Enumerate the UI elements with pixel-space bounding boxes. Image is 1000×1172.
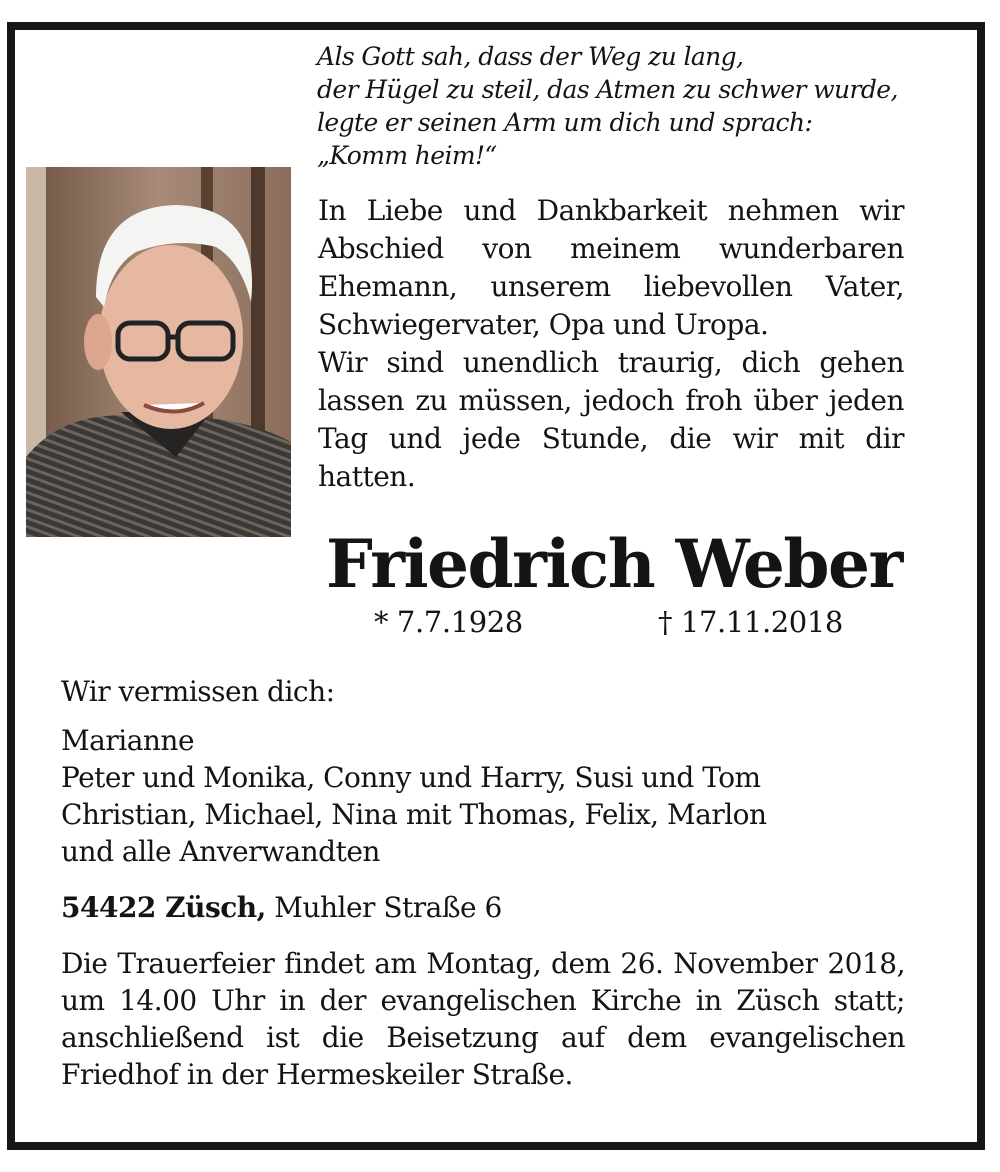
funeral-info: Die Trauerfeier findet am Montag, dem 26. November 2018, um 14.00 Uhr in der evangelischen Kirche in Züsch statt; anschließend ist die Beisetzung auf dem evangelischen Friedhof in der Hermeskeiler Straße. <box>61 947 905 1091</box>
mourner-line: Marianne <box>61 724 195 757</box>
address-street: Muhler Straße 6 <box>274 891 502 924</box>
mourner-line: und alle Anverwandten <box>61 835 380 868</box>
address <box>61 889 921 926</box>
birth-date: * 7.7.1928 <box>374 605 523 639</box>
poem-line: Als Gott sah, dass der Weg zu lang, <box>317 42 744 71</box>
mourner-line: Peter und Monika, Conny und Harry, Susi und Tom <box>61 761 761 794</box>
message-paragraph: In Liebe und Dankbarkeit nehmen wir Abschied von meinem wunderbaren Ehemann, unserem liebevollen Vater, Schwiegervater, Opa und Uropa. <box>318 194 904 341</box>
message-paragraph: Wir sind unendlich traurig, dich gehen lassen zu müssen, jedoch froh über jeden Tag und jede Stunde, die wir mit dir hatten. <box>318 346 904 493</box>
address-city: 54422 Züsch, <box>61 891 266 924</box>
mourner-line: Christian, Michael, Nina mit Thomas, Felix, Marlon <box>61 798 767 831</box>
deceased-name: Friedrich Weber <box>326 525 902 603</box>
poem-line: legte er seinen Arm um dich und sprach: <box>317 108 813 137</box>
mourners-heading: Wir vermissen dich: <box>61 675 335 708</box>
death-date: † 17.11.2018 <box>658 605 843 639</box>
poem-line: der Hügel zu steil, das Atmen zu schwer wurde, <box>317 75 898 104</box>
poem-line: „Komm heim!“ <box>317 141 497 170</box>
mourners-list <box>61 722 921 870</box>
message-text <box>318 192 904 496</box>
portrait-photo <box>26 167 291 537</box>
poem-verse <box>317 40 917 172</box>
